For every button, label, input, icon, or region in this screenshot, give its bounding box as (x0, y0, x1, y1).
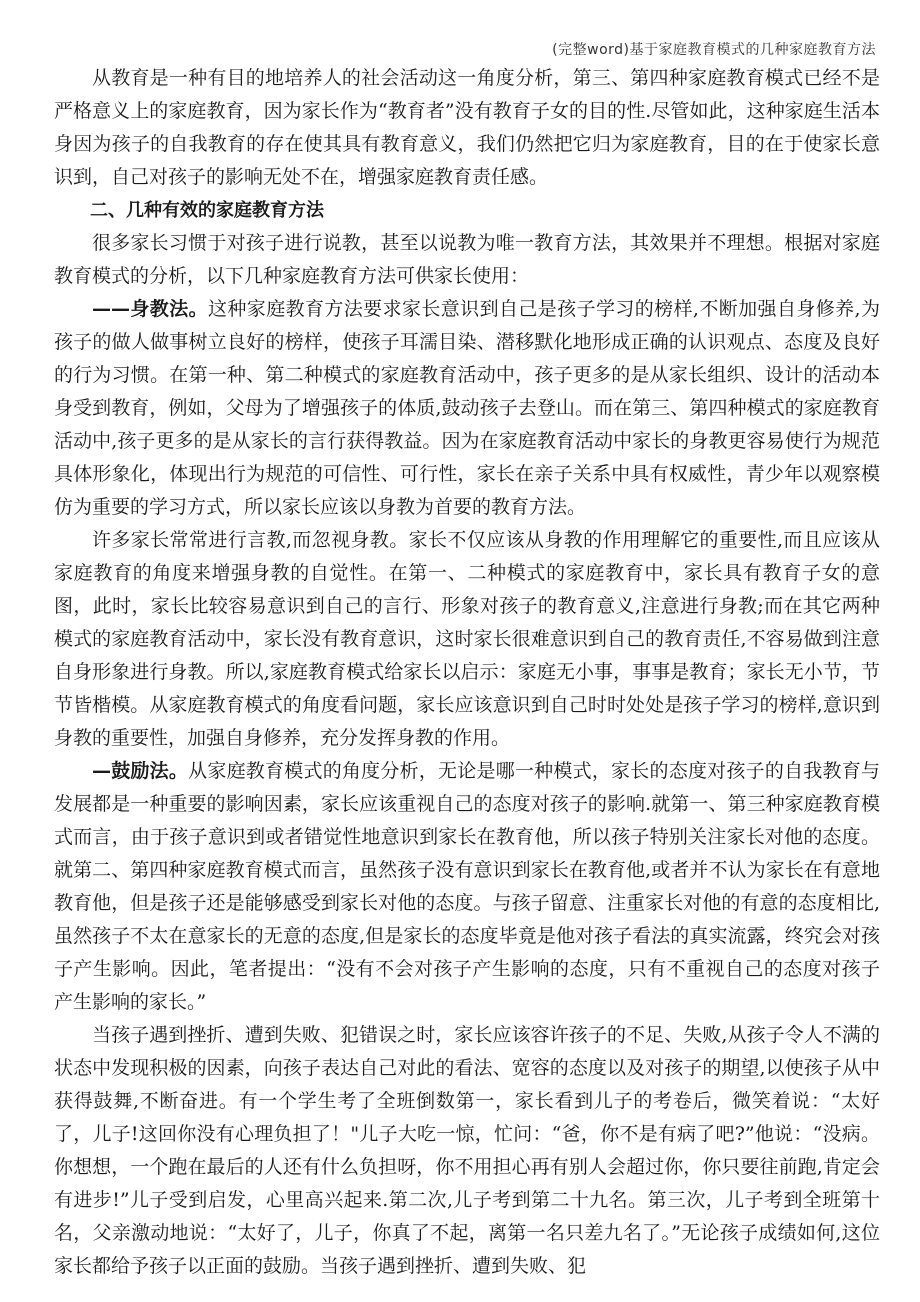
method-2-label: —鼓励法。 (92, 760, 189, 782)
paragraph-1: 从教育是一种有目的地培养人的社会活动这一角度分析，第三、第四种家庭教育模式已经不是严格意义上的家庭教育，因为家长作为“教育者”没有教育子女的目的性.尽管如此，这种家庭生活本身因为孩子的自我教育的存在使其具有教育意义，我们仍然把它归为家庭教育，目的在于使家长意识到，自己对孩子的影响无处不在，增强家庭教育责任感。 (54, 67, 880, 188)
paragraph-6: 当孩子遇到挫折、遭到失败、犯错误之时，家长应该容许孩子的不足、失败,从孩子令人不满的状态中发现积极的因素，向孩子表达自己对此的看法、宽容的态度以及对孩子的期望,以使孩子从中获得鼓舞,不断奋进。有一个学生考了全班倒数第一，家长看到儿子的考卷后，微笑着说：“太好了，儿子!这回你没有心理负担了！"儿子大吃一惊，忙问：“爸，你不是有病了吧?”他说：“没病。你想想，一个跑在最后的人还有什么负担呀，你不用担心再有别人会超过你，你只要往前跑,肯定会有进步!”儿子受到启发，心里高兴起来.第二次,儿子考到第二十九名。第三次，儿子考到全班第十名，父亲激动地说：“太好了，儿子，你真了不起，离第一名只差九名了。”无论孩子成绩如何,这位家长都给予孩子以正面的鼓励。当孩子遇到挫折、遭到失败、犯 (54, 1024, 880, 1277)
paragraph-4: 许多家长常常进行言教,而忽视身教。家长不仅应该从身教的作用理解它的重要性,而且应该从家庭教育的角度来增强身教的自觉性。在第一、二种模式的家庭教育中，家长具有教育子女的意图，此时，家长比较容易意识到自己的言行、形象对孩子的教育意义,注意进行身教;而在其它两种模式的家庭教育活动中，家长没有教育意识，这时家长很难意识到自己的教育责任,不容易做到注意自身形象进行身教。所以,家庭教育模式给家长以启示：家庭无小事，事事是教育；家长无小节，节节皆楷模。从家庭教育模式的角度看问题，家长应该意识到自己时时处处是孩子学习的榜样,意识到身教的重要性，加强自身修养，充分发挥身教的作用。 (54, 529, 880, 749)
paragraph-2: 很多家长习惯于对孩子进行说教，甚至以说教为唯一教育方法，其效果并不理想。根据对家庭教育模式的分析，以下几种家庭教育方法可供家长使用： (54, 232, 880, 287)
running-header: (完整word)基于家庭教育模式的几种家庭教育方法 (552, 42, 876, 58)
paragraph-method-1 (54, 293, 880, 524)
method-1-text: 这种家庭教育方法要求家长意识到自己是孩子学习的榜样,不断加强自身修养,为孩子的做人做事树立良好的榜样，使孩子耳濡目染、潜移默化地形成正确的认识观点、态度及良好的行为习惯。在第一种、第二种模式的家庭教育活动中，孩子更多的是从家长组织、设计的活动本身受到教育，例如，父母为了增强孩子的体质,鼓动孩子去登山。而在第三、第四种模式的家庭教育活动中,孩子更多的是从家长的言行获得教益。因为在家庭教育活动中家长的身教更容易使行为规范具体形象化，体现出行为规范的可信性、可行性，家长在亲子关系中具有权威性，青少年以观察模仿为重要的学习方式，所以家长应该以身教为首要的教育方法。 (54, 298, 880, 518)
method-2-text: 从家庭教育模式的角度分析，无论是哪一种模式，家长的态度对孩子的自我教育与发展都是一种重要的影响因素，家长应该重视自己的态度对孩子的影响.就第一、第三种家庭教育模式而言，由于孩子意识到或者错觉性地意识到家长在教育他，所以孩子特别关注家长对他的态度。就第二、第四种家庭教育模式而言，虽然孩子没有意识到家长在教育他,或者并不认为家长在有意地教育他，但是孩子还是能够感受到家长对他的态度。与孩子留意、注重家长对他的有意的态度相比,虽然孩子不太在意家长的无意的态度,但是家长的态度毕竟是他对孩子看法的真实流露，终究会对孩子产生影响。因此，笔者提出：“没有不会对孩子产生影响的态度，只有不重视自己的态度对孩子产生影响的家长。” (54, 760, 880, 1013)
section-heading: 二、几种有效的家庭教育方法 (90, 200, 324, 221)
paragraph-method-2 (54, 755, 880, 1019)
method-1-label: ——身教法。 (92, 298, 208, 320)
